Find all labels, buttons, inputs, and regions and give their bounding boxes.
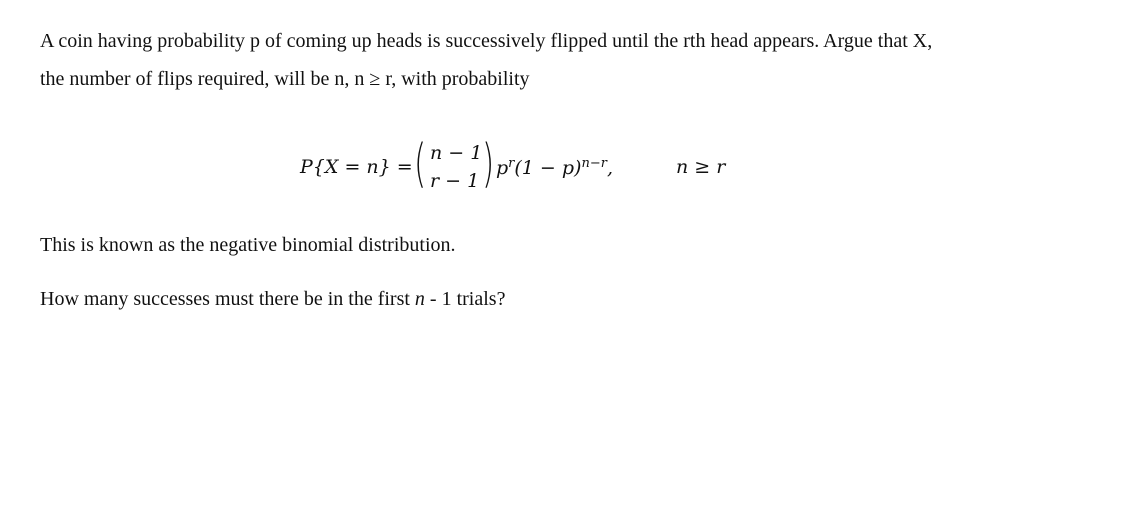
rhs-exponent: n−r xyxy=(581,156,607,171)
rhs-comma: , xyxy=(606,157,613,179)
question-variable: n xyxy=(414,288,425,310)
binomial-coefficient xyxy=(414,134,494,198)
rhs-mid: (1 − p) xyxy=(514,157,582,179)
intro-line-2: the number of flips required, will be n, n ≥ r, with probability xyxy=(40,68,530,90)
intro-line-1: A coin having probability p of coming up heads is successively flipped until the rth head appears. Argue that X, xyxy=(40,30,933,52)
right-paren: ) xyxy=(481,134,494,194)
formula-condition: n ≥ r xyxy=(676,156,726,178)
binomial-bottom: r − 1 xyxy=(430,170,480,192)
question-text xyxy=(40,280,505,318)
formula-lhs: P{X = n} = xyxy=(300,156,413,178)
question-before: How many successes must there be in the first xyxy=(40,288,415,310)
rhs-p: p xyxy=(496,157,509,179)
left-paren: ( xyxy=(414,134,427,194)
rhs-p-exponent: r xyxy=(508,156,515,171)
formula-rhs xyxy=(496,156,613,179)
question-after: - 1 trials? xyxy=(424,288,506,310)
binomial-top: n − 1 xyxy=(430,142,483,164)
problem-intro xyxy=(40,22,932,98)
distribution-note: This is known as the negative binomial distribution. xyxy=(40,234,456,256)
